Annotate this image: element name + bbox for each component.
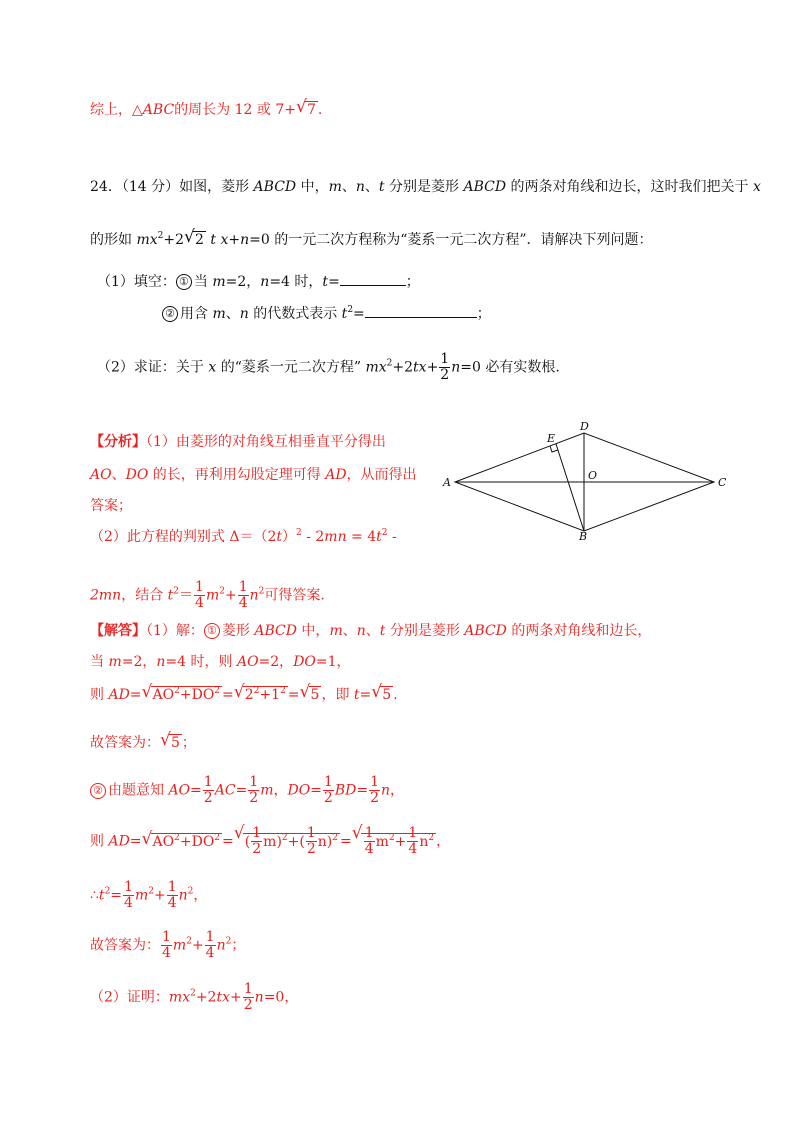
label-a: A xyxy=(443,476,451,489)
label-b: B xyxy=(579,530,588,543)
question-2: （2）求证：关于 x 的“菱系一元二次方程” $mx^2+2tx+$ $\frac{1}{2}$ n=0 必有实数根. xyxy=(97,351,560,383)
label-o: O xyxy=(588,469,598,482)
label-d: D xyxy=(580,420,589,433)
problem-statement-line1: 24．（14 分）如图，菱形 ABCD 中，m、n、t 分别是菱形 ABCD 的两条对角线和边长，这时我们把关于 x xyxy=(90,179,761,195)
rhombus-figure xyxy=(438,418,738,548)
analysis-line3: 答案； xyxy=(90,498,132,514)
problem-statement-line2: 的形如 $mx^2+2$ √ 2 t x+n=0 的一元二次方程称为“菱系一元二次方程”．请解决下列问题： xyxy=(90,227,653,248)
solution-line7: $\therefore t^2=$ $\frac{1}{4}$ $m^2+$ $\frac{1}{4}$ $n^2$， xyxy=(90,879,208,911)
solution-line1: 【解答】（1）解： ① 菱形 ABCD 中，m、n、t 分别是菱形 ABCD 的两条对角线和边长， xyxy=(90,623,652,639)
label-c: C xyxy=(718,476,727,489)
analysis-line2: AO、DO 的长，再利用勾股定理可得 AD，从而得出 xyxy=(90,467,417,483)
solution-line9: （2）证明：$mx^2+2tx+$ $\frac{1}{2}$ n=0， xyxy=(90,981,299,1013)
solution-line3: 则 AD= √ $AO^2+DO^2$ = √ $2^2+1^2$ = √ 5 ，即 t= √ 5 . xyxy=(90,682,398,703)
summary-line: 综上，△ABC的周长为 12 或 7+ √ 7 . xyxy=(90,97,323,118)
answer-blank-1[interactable] xyxy=(340,285,406,286)
solution-line4: 故答案为： √ 5 ； xyxy=(90,730,196,751)
analysis-line5: 2mn，结合 $t^2=$ $\frac{1}{4}$ $m^2+$ $\frac{1}{4}$ $n^2$可得答案. xyxy=(90,579,325,611)
label-e: E xyxy=(547,432,556,445)
solution-line2: 当 m=2，n=4 时，则 AO=2，DO=1， xyxy=(90,654,351,670)
answer-blank-2[interactable] xyxy=(365,317,477,318)
analysis-line4: （2）此方程的判别式 $\Delta=(2t)^2 - 2mn = 4t^2$ - xyxy=(90,528,397,545)
solution-line6: 则 AD= √ $AO^2+DO^2$ = √ ( $\frac{1}{2}$ m)$^2$+( $\frac{1}{2}$ n)$^2$ = √ $\frac{1}{4}$ $m^2+$ $\frac{1}{4}$ $n^2$ ， xyxy=(90,823,451,857)
solution-line5: ② 由题意知 AO= $\frac{1}{2}$ AC= $\frac{1}{2}$ m，DO= $\frac{1}{2}$ BD= $\frac{1}{2}$ n， xyxy=(90,775,404,806)
analysis-line1: 【分析】（1）由菱形的对角线互相垂直平分得出 xyxy=(90,434,386,450)
question-1b: ② 用含 m、n 的代数式表示 $t^2=$ ； xyxy=(162,304,491,324)
question-1a: （1）填空： ① 当 m=2，n=4 时，t= ； xyxy=(97,274,420,290)
solution-line8: 故答案为： $\frac{1}{4}$ $m^2+$ $\frac{1}{4}$ $n^2$； xyxy=(90,929,246,961)
